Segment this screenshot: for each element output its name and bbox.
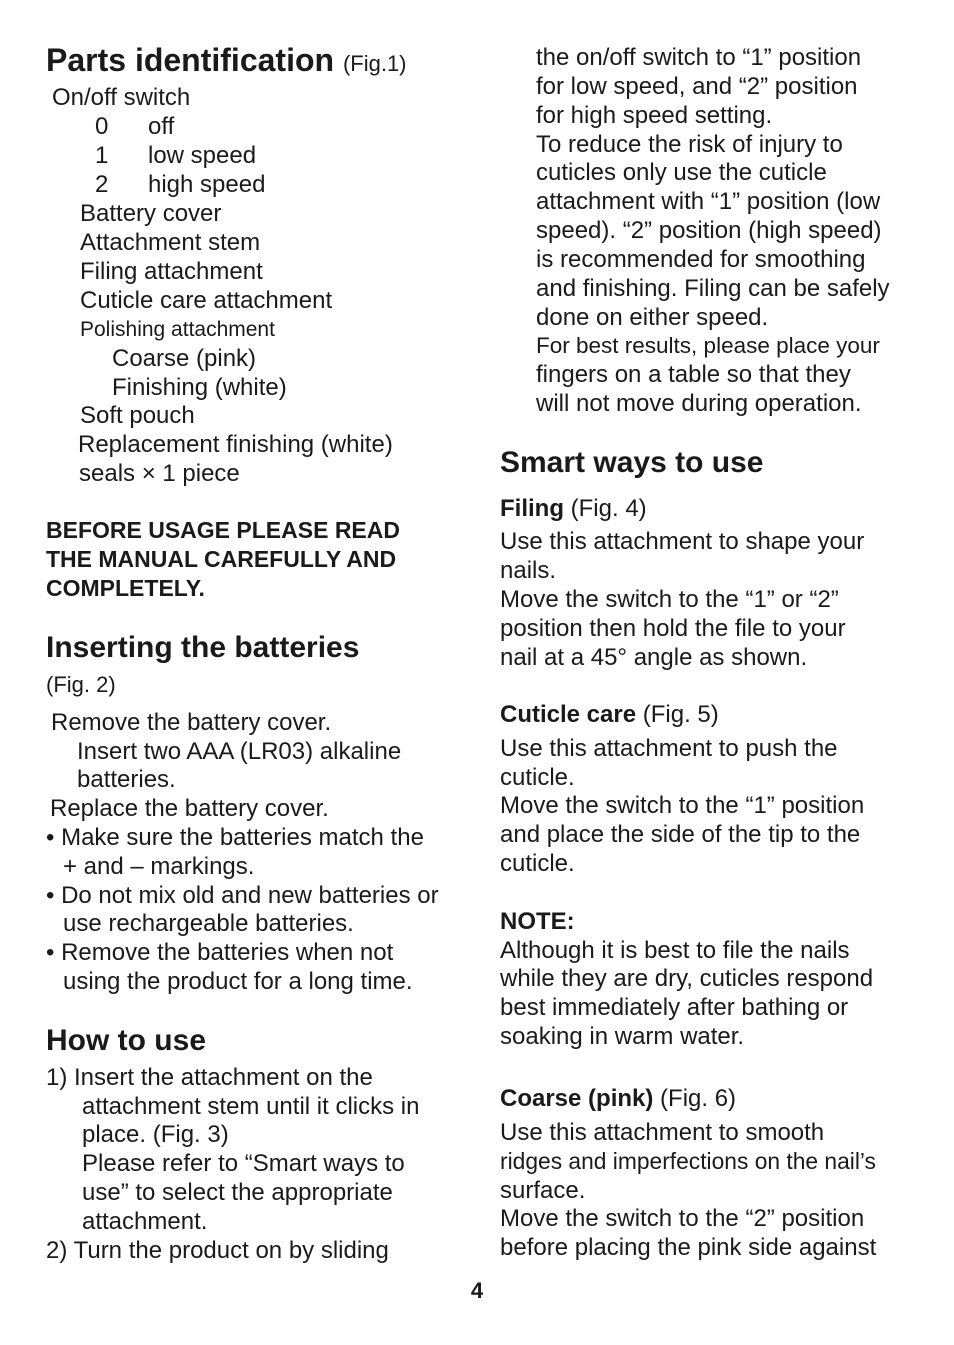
parts-item: Cuticle care attachment [80,287,333,314]
batteries-heading: Inserting the batteries [46,631,360,664]
cuticle-fig-ref: (Fig. 5) [636,701,719,728]
filing-line: position then hold the file to your [500,615,846,642]
coarse-fig-ref: (Fig. 6) [653,1085,737,1112]
filing-fig-ref: (Fig. 4) [563,495,647,522]
how-step-continued: for low speed, and “2” position [536,73,858,100]
how-step-continued: done on either speed. [536,304,769,331]
how-to-use-heading: How to use [46,1024,207,1057]
coarse-line: Use this attachment to smooth [500,1119,825,1146]
warning-line: COMPLETELY. [46,575,205,601]
filing-line: Use this attachment to shape your [500,528,865,555]
how-step-line: 1) Insert the attachment on the [46,1064,373,1091]
cuticle-title: Cuticle care [500,701,637,728]
parts-item: Soft pouch [80,402,195,429]
how-step-continued: cuticles only use the cuticle [536,159,827,186]
coarse-title: Coarse (pink) [500,1085,654,1112]
how-step-line: use” to select the appropriate [82,1179,393,1206]
parts-heading: Parts identification (Fig.1) [46,42,407,78]
how-step-line: attachment stem until it clicks in [82,1093,420,1120]
note-line: Although it is best to file the nails [500,937,850,964]
cuticle-line: Use this attachment to push the [500,735,838,762]
how-step-continued: the on/off switch to “1” position [536,44,862,71]
cuticle-line: cuticle. [500,850,575,877]
filing-line: nail at a 45° angle as shown. [500,644,808,671]
switch-position-label: high speed [148,171,266,198]
battery-step: Remove the battery cover. [51,709,332,736]
battery-bullet-cont: use rechargeable batteries. [63,910,354,937]
cuticle-line: cuticle. [500,764,575,791]
how-step-line: place. (Fig. 3) [82,1121,229,1148]
switch-position-num: 1 [95,142,109,169]
battery-step: Replace the battery cover. [50,795,329,822]
battery-step: batteries. [77,766,176,793]
how-step-continued: and finishing. Filing can be safely [536,275,890,302]
battery-bullet: • Remove the batteries when not [46,939,394,966]
how-step-continued: attachment with “1” position (low [536,188,881,215]
switch-position-num: 2 [95,171,109,198]
warning-line: BEFORE USAGE PLEASE READ [46,517,400,543]
coarse-line: before placing the pink side against [500,1234,877,1261]
note-line: soaking in warm water. [500,1023,745,1050]
how-step-continued: For best results, please place your [536,333,880,358]
how-step-line: Please refer to “Smart ways to [82,1150,405,1177]
parts-fig-ref: (Fig.1) [342,51,407,76]
switch-position-label: off [148,113,175,140]
parts-item: Attachment stem [80,229,261,256]
battery-bullet-cont: using the product for a long time. [63,968,413,995]
parts-item-polishing: Polishing attachment [80,318,275,341]
cuticle-subheading [500,700,719,729]
how-step-line: attachment. [82,1208,208,1235]
coarse-subheading [500,1084,736,1113]
parts-subitem: Coarse (pink) [112,345,257,372]
switch-position-label: low speed [148,142,257,169]
how-step-continued: speed). “2” position (high speed) [536,217,882,244]
note-line: best immediately after bathing or [500,994,849,1021]
cuticle-line: and place the side of the tip to the [500,821,861,848]
note-line: while they are dry, cuticles respond [500,965,874,992]
battery-bullet: • Do not mix old and new batteries or [46,882,439,909]
how-step-continued: will not move during operation. [536,390,862,417]
warning-line: THE MANUAL CAREFULLY AND [46,546,397,572]
filing-subheading [500,494,647,523]
battery-bullet: • Make sure the batteries match the [46,824,424,851]
parts-item: Filing attachment [80,258,263,285]
how-step-line: 2) Turn the product on by sliding [46,1237,389,1264]
cuticle-line: Move the switch to the “1” position [500,792,865,819]
note-title: NOTE: [500,908,575,935]
filing-title: Filing [500,495,564,522]
parts-subitem: Finishing (white) [112,374,287,401]
how-step-continued: is recommended for smoothing [536,246,866,273]
how-step-continued: To reduce the risk of injury to [536,131,843,158]
coarse-line: ridges and imperfections on the nail’s [500,1148,876,1174]
switch-position-num: 0 [95,113,109,140]
smart-heading: Smart ways to use [500,446,764,479]
switch-label: On/off switch [52,84,191,111]
battery-step: Insert two AAA (LR03) alkaline [77,738,402,765]
parts-item: seals × 1 piece [79,460,240,487]
coarse-line: Move the switch to the “2” position [500,1205,865,1232]
how-step-continued: for high speed setting. [536,102,773,129]
filing-line: Move the switch to the “1” or “2” [500,586,839,613]
how-step-continued: fingers on a table so that they [536,361,851,388]
parts-item: Replacement finishing (white) [78,431,393,458]
filing-line: nails. [500,557,557,584]
parts-item: Battery cover [80,200,222,227]
battery-bullet-cont: + and – markings. [63,853,255,880]
page-number: 4 [470,1278,484,1303]
coarse-line: surface. [500,1177,586,1204]
batteries-fig-ref: (Fig. 2) [46,672,116,697]
